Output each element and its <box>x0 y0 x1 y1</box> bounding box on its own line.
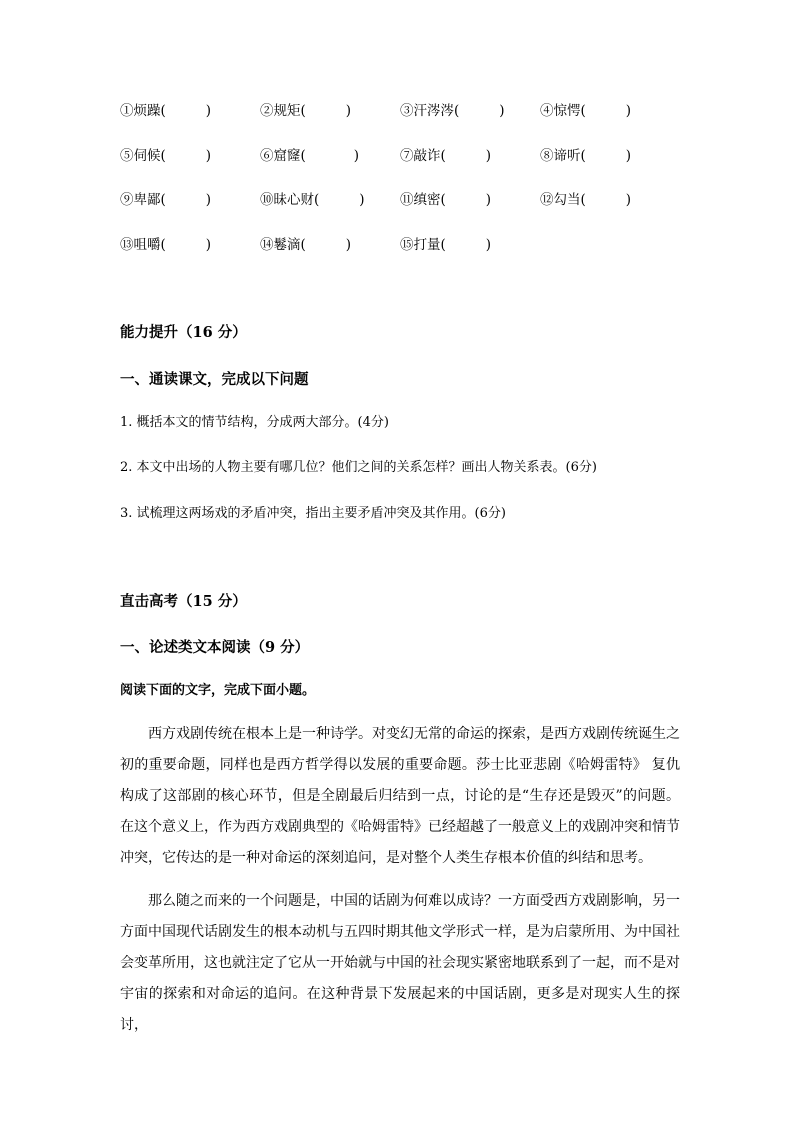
vocab-row <box>120 99 680 144</box>
vocab-item: ⑮打量( ) <box>400 236 492 253</box>
vocab-row <box>120 233 680 278</box>
question-group-heading: 一、论述类文本阅读（9 分） <box>120 639 310 656</box>
vocab-grid <box>120 99 680 277</box>
vocab-item: ④惊愕( ) <box>540 103 632 119</box>
reading-instruction: 阅读下面的文字，完成下面小题。 <box>120 683 316 698</box>
vocab-row <box>120 144 680 189</box>
reading-passage <box>120 719 680 1041</box>
question-item: 2. 本文中出场的人物主要有哪几位？他们之间的关系怎样？画出人物关系表。(6分) <box>120 460 597 475</box>
section-heading-ability: 能力提升（16 分） <box>120 324 247 341</box>
vocab-item: ⑧谛听( ) <box>540 147 632 164</box>
passage-paragraph: 那么随之而来的一个问题是，中国的话剧为何难以成诗？一方面受西方戏剧影响，另一方面中国现代话剧发生的根本动机与五四时期其他文学形式一样，是为启蒙所用、为中国社会变革所用，这也就注定了它从一开始就与中国的社会现实紧密地联系到了一起，而不是对宇宙的探索和对命运的追问。在这种背景下发展起来的中国话剧，更多是对现实人生的探讨， <box>120 893 680 1033</box>
vocab-item: ⑬咀嚼( ) <box>120 236 212 253</box>
vocab-item: ⑩昧心财( ) <box>260 192 365 208</box>
vocab-item: ⑫勾当( ) <box>540 192 632 208</box>
vocab-item: ⑥窟窿( ) <box>260 147 360 164</box>
vocab-item: ⑭鬈滴( ) <box>260 236 352 253</box>
vocab-row <box>120 188 680 233</box>
vocab-item: ①烦躁( ) <box>120 103 212 119</box>
vocab-item: ③汗涔涔( ) <box>400 103 505 119</box>
vocab-item: ⑤伺候( ) <box>120 147 212 164</box>
vocab-item: ②规矩( ) <box>260 103 352 119</box>
vocab-item: ⑨卑鄙( ) <box>120 192 212 208</box>
question-group-heading: 一、通读课文，完成以下问题 <box>120 371 309 388</box>
question-item: 1. 概括本文的情节结构，分成两大部分。(4分) <box>120 415 389 430</box>
section-heading-gaokao: 直击高考（15 分） <box>120 593 247 610</box>
question-item: 3. 试梳理这两场戏的矛盾冲突，指出主要矛盾冲突及其作用。(6分) <box>120 506 506 521</box>
vocab-item: ⑦敲诈( ) <box>400 147 492 164</box>
vocab-item: ⑪缜密( ) <box>400 192 492 208</box>
passage-paragraph: 西方戏剧传统在根本上是一种诗学。对变幻无常的命运的探索，是西方戏剧传统诞生之初的重要命题，同样也是西方哲学得以发展的重要命题。莎士比亚悲剧《哈姆雷特》 复仇构成了这部剧的核心环节，但是全剧最后归结到一点，讨论的是“生存还是毁灭”的问题。在这个意义上，作为西方戏剧典型的《哈姆雷特》已经超越了一般意义上的戏剧冲突和情节冲突，它传达的是一种对命运的深刻追问，是对整个人类生存根本价值的纠结和思考。 <box>120 726 680 866</box>
